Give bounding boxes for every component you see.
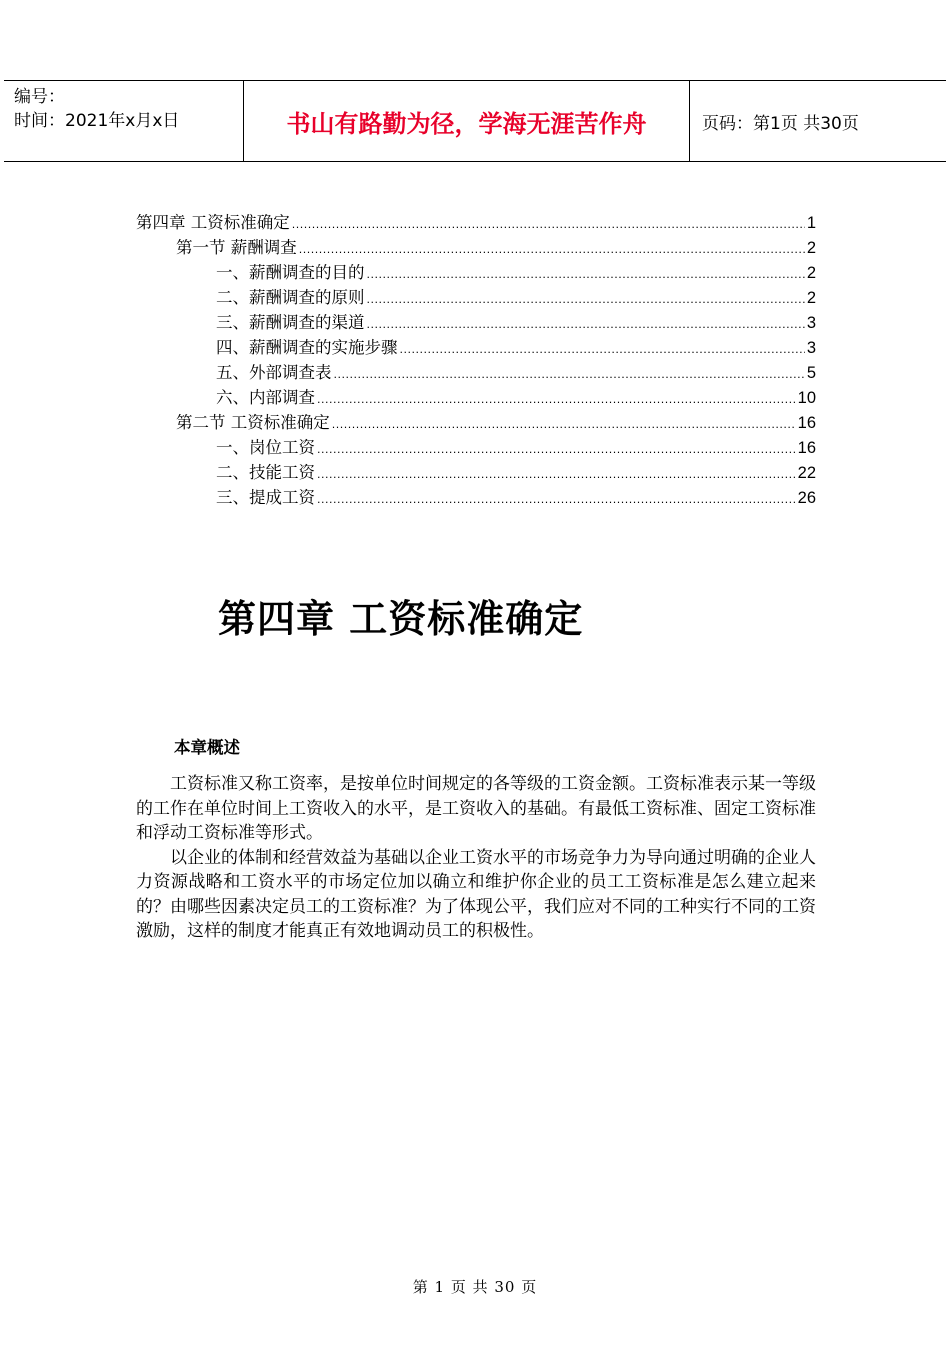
header-page-info: 页码：第1页 共30页 <box>702 113 859 134</box>
toc-leader-dots <box>367 312 805 337</box>
toc-leader-dots <box>332 412 796 437</box>
toc-entry-page: 1 <box>806 214 816 232</box>
toc-entry-label: 四、薪酬调查的实施步骤 <box>216 338 398 357</box>
chapter-body <box>136 772 816 944</box>
toc-leader-dots <box>317 462 796 487</box>
toc-entry-label: 二、技能工资 <box>216 463 315 482</box>
overview-heading: 本章概述 <box>174 738 240 757</box>
page-header <box>4 80 946 162</box>
toc-leader-dots <box>292 212 805 237</box>
toc-entry-label: 第二节 工资标准确定 <box>176 413 330 432</box>
toc-entry[interactable] <box>136 335 816 360</box>
header-page-info-cell <box>690 81 946 161</box>
toc-entry-page: 2 <box>806 264 816 282</box>
toc-entry-page: 26 <box>797 489 816 507</box>
toc-entry-label: 三、薪酬调查的渠道 <box>216 313 365 332</box>
toc-leader-dots <box>299 237 805 262</box>
header-slogan: 书山有路勤为径，学海无涯苦作舟 <box>286 109 647 138</box>
toc-entry[interactable] <box>136 310 816 335</box>
toc-entry[interactable] <box>136 460 816 485</box>
toc-leader-dots <box>317 437 796 462</box>
toc-leader-dots <box>367 287 805 312</box>
table-of-contents <box>136 210 816 510</box>
toc-entry-page: 22 <box>797 464 816 482</box>
toc-entry[interactable] <box>136 385 816 410</box>
toc-entry-label: 五、外部调查表 <box>216 363 332 382</box>
toc-leader-dots <box>334 362 805 387</box>
toc-entry[interactable] <box>136 435 816 460</box>
toc-leader-dots <box>317 387 796 412</box>
toc-entry-label: 一、岗位工资 <box>216 438 315 457</box>
toc-entry[interactable] <box>136 285 816 310</box>
toc-entry-page: 2 <box>806 289 816 307</box>
toc-entry[interactable] <box>136 235 816 260</box>
header-slogan-cell <box>244 81 690 161</box>
toc-leader-dots <box>317 487 796 512</box>
time-label: 时间：2021年x月x日 <box>14 111 180 131</box>
toc-entry-label: 二、薪酬调查的原则 <box>216 288 365 307</box>
toc-entry-page: 16 <box>797 439 816 457</box>
toc-entry-page: 2 <box>806 239 816 257</box>
toc-entry-label: 第一节 薪酬调查 <box>176 238 297 257</box>
body-paragraph: 工资标准又称工资率，是按单位时间规定的各等级的工资金额。工资标准表示某一等级的工作在单位时间上工资收入的水平，是工资收入的基础。有最低工资标准、固定工资标准和浮动工资标准等形式。 <box>136 774 816 843</box>
toc-entry[interactable] <box>136 360 816 385</box>
toc-entry[interactable] <box>136 485 816 510</box>
toc-entry-label: 六、内部调查 <box>216 388 315 407</box>
page-footer: 第 1 页 共 30 页 <box>412 1278 538 1296</box>
body-paragraph: 以企业的体制和经营效益为基础以企业工资水平的市场竞争力为导向通过明确的企业人力资源战略和工资水平的市场定位加以确立和维护你企业的员工工资标准是怎么建立起来的？由哪些因素决定员工的工资标准？为了体现公平，我们应对不同的工种实行不同的工资激励，这样的制度才能真正有效地调动员工的积极性。 <box>136 847 816 941</box>
header-meta <box>4 81 244 161</box>
toc-leader-dots <box>367 262 805 287</box>
toc-entry-label: 第四章 工资标准确定 <box>136 213 290 232</box>
toc-entry-page: 3 <box>806 314 816 332</box>
toc-entry-label: 三、提成工资 <box>216 488 315 507</box>
number-label: 编号： <box>14 87 65 107</box>
toc-entry[interactable] <box>136 410 816 435</box>
toc-entry-page: 5 <box>806 364 816 382</box>
toc-entry-page: 3 <box>806 339 816 357</box>
toc-entry-page: 16 <box>797 414 816 432</box>
chapter-title: 第四章 工资标准确定 <box>218 597 584 641</box>
toc-entry-page: 10 <box>797 389 816 407</box>
toc-leader-dots <box>400 337 805 362</box>
toc-entry[interactable] <box>136 210 816 235</box>
toc-entry-label: 一、薪酬调查的目的 <box>216 263 365 282</box>
toc-entry[interactable] <box>136 260 816 285</box>
